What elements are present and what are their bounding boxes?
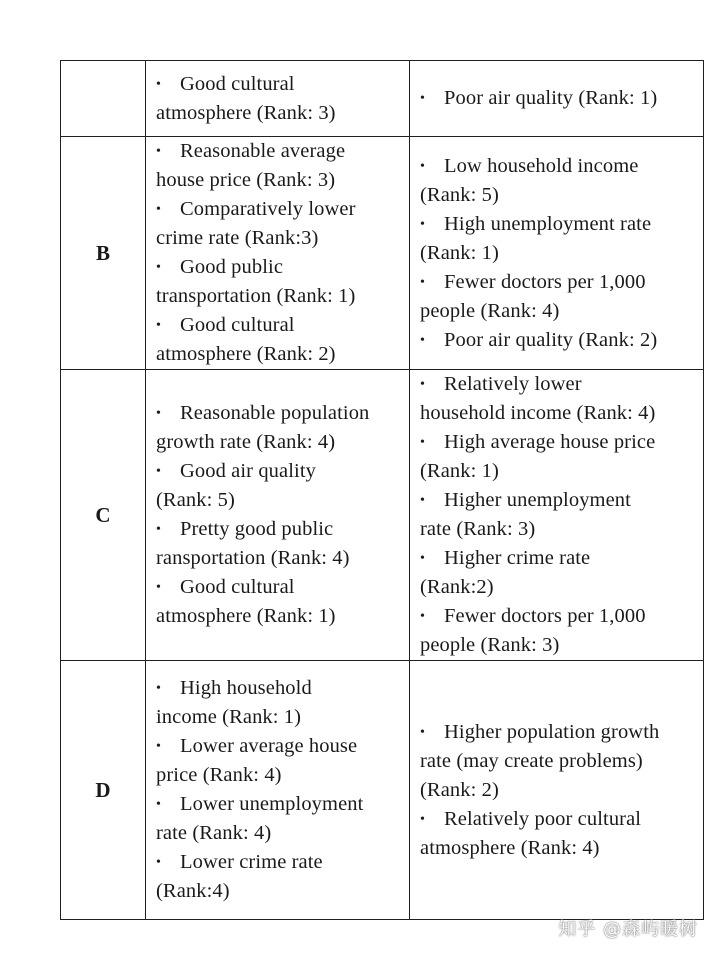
bullet-icon: • xyxy=(420,216,426,232)
list-item xyxy=(420,718,699,805)
bullet-icon: • xyxy=(156,739,162,754)
table-body xyxy=(61,61,704,920)
row-label-cell xyxy=(61,61,146,137)
list-item xyxy=(156,70,405,128)
list-item xyxy=(420,370,699,428)
watermark: 知乎 @森屿暖树 xyxy=(558,919,698,940)
bullet-icon: • xyxy=(156,144,162,159)
list-item xyxy=(420,805,699,863)
list-item-text: Good cultural atmosphere (Rank: 1) xyxy=(156,576,336,627)
bullet-icon: • xyxy=(156,318,162,333)
list-item-text: Pretty good public ransportation (Rank: 4) xyxy=(156,518,350,569)
disadvantages-cell xyxy=(410,61,704,137)
list-item xyxy=(420,486,699,544)
list-item-text: Good public transportation (Rank: 1) xyxy=(156,256,356,307)
row-label: B xyxy=(95,240,110,265)
bullet-icon: • xyxy=(156,202,162,217)
bullet-icon: • xyxy=(420,435,426,450)
bullet-icon: • xyxy=(420,811,426,827)
disadvantages-cell xyxy=(410,137,704,370)
bullet-icon: • xyxy=(420,377,426,392)
list-item-text: Fewer doctors per 1,000 people (Rank: 4) xyxy=(420,270,646,322)
list-item xyxy=(420,326,699,355)
list-item-text: Poor air quality (Rank: 1) xyxy=(444,87,658,109)
bullet-icon: • xyxy=(420,551,426,566)
list-item xyxy=(156,515,405,573)
advantages-list xyxy=(156,674,405,906)
list-item-text: Lower crime rate (Rank:4) xyxy=(156,851,323,902)
bullet-icon: • xyxy=(156,260,162,275)
list-item-text: Good cultural atmosphere (Rank: 2) xyxy=(156,314,336,365)
bullet-icon: • xyxy=(156,522,162,537)
list-item xyxy=(156,790,405,848)
advantages-cell xyxy=(146,661,410,920)
list-item xyxy=(156,457,405,515)
list-item-text: Good air quality (Rank: 5) xyxy=(156,460,316,511)
list-item xyxy=(156,311,405,369)
disadvantages-list xyxy=(420,718,699,863)
list-item-text: Low household income (Rank: 5) xyxy=(420,154,639,206)
disadvantages-cell xyxy=(410,661,704,920)
list-item xyxy=(420,210,699,268)
table-row xyxy=(61,61,704,137)
city-ranking-table xyxy=(60,60,704,920)
list-item-text: Fewer doctors per 1,000 people (Rank: 3) xyxy=(420,605,646,656)
bullet-icon: • xyxy=(156,797,162,812)
row-label-cell xyxy=(61,137,146,370)
advantages-list xyxy=(156,137,405,369)
list-item-text: High unemployment rate (Rank: 1) xyxy=(420,212,652,264)
advantages-list xyxy=(156,399,405,631)
bullet-icon: • xyxy=(420,493,426,508)
row-label: C xyxy=(95,502,111,527)
list-item-text: Reasonable population growth rate (Rank: 4) xyxy=(156,402,370,453)
bullet-icon: • xyxy=(420,91,426,106)
table-row xyxy=(61,370,704,661)
table-row xyxy=(61,137,704,370)
list-item-text: Lower unemployment rate (Rank: 4) xyxy=(156,793,364,844)
list-item xyxy=(420,428,699,486)
row-label: D xyxy=(95,777,111,802)
bullet-icon: • xyxy=(156,855,162,870)
list-item xyxy=(156,253,405,311)
list-item-text: High household income (Rank: 1) xyxy=(156,677,312,728)
list-item-text: Reasonable average house price (Rank: 3) xyxy=(156,140,346,191)
bullet-icon: • xyxy=(156,580,162,595)
list-item xyxy=(156,674,405,732)
list-item xyxy=(420,268,699,326)
bullet-icon: • xyxy=(420,609,426,624)
bullet-icon: • xyxy=(420,274,426,290)
list-item xyxy=(156,399,405,457)
list-item-text: Higher population growth rate (may create problems) (Rank: 2) xyxy=(420,720,660,801)
list-item xyxy=(156,732,405,790)
list-item xyxy=(420,84,699,113)
list-item xyxy=(156,137,405,195)
bullet-icon: • xyxy=(420,158,426,174)
list-item xyxy=(420,544,699,602)
bullet-icon: • xyxy=(156,76,162,92)
table-row xyxy=(61,661,704,920)
list-item xyxy=(156,848,405,906)
disadvantages-list xyxy=(420,152,699,355)
list-item-text: Lower average house price (Rank: 4) xyxy=(156,735,358,786)
list-item-text: Relatively lower household income (Rank: 4) xyxy=(420,373,656,424)
advantages-list xyxy=(156,70,405,128)
bullet-icon: • xyxy=(156,406,162,421)
disadvantages-cell xyxy=(410,370,704,661)
bullet-icon: • xyxy=(420,332,426,348)
disadvantages-list xyxy=(420,84,699,113)
row-label-cell xyxy=(61,661,146,920)
bullet-icon: • xyxy=(420,724,426,740)
list-item xyxy=(420,602,699,660)
list-item-text: Higher crime rate (Rank:2) xyxy=(420,547,591,598)
list-item xyxy=(156,195,405,253)
list-item-text: Good cultural atmosphere (Rank: 3) xyxy=(156,72,336,124)
list-item-text: Comparatively lower crime rate (Rank:3) xyxy=(156,198,356,249)
list-item xyxy=(156,573,405,631)
list-item xyxy=(420,152,699,210)
advantages-cell xyxy=(146,137,410,370)
list-item-text: High average house price (Rank: 1) xyxy=(420,431,656,482)
list-item-text: Higher unemployment rate (Rank: 3) xyxy=(420,489,631,540)
bullet-icon: • xyxy=(156,681,162,696)
advantages-cell xyxy=(146,61,410,137)
bullet-icon: • xyxy=(156,464,162,479)
list-item-text: Poor air quality (Rank: 2) xyxy=(444,328,658,351)
advantages-cell xyxy=(146,370,410,661)
list-item-text: Relatively poor cultural atmosphere (Rank: 4) xyxy=(420,807,642,859)
disadvantages-list xyxy=(420,370,699,660)
row-label-cell xyxy=(61,370,146,661)
